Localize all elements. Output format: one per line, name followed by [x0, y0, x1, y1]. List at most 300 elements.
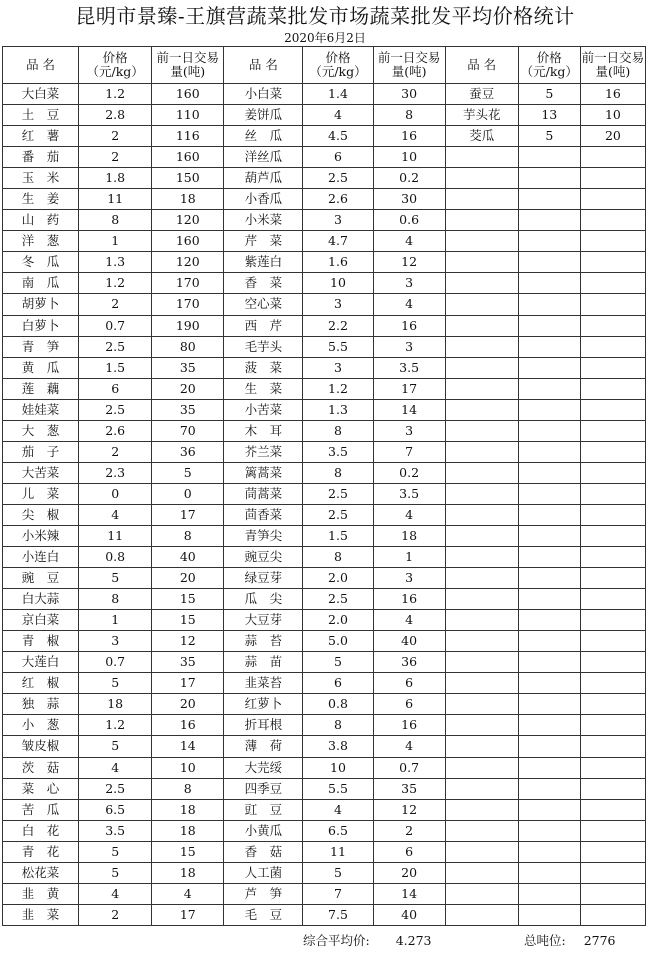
cell-price: 3.5	[303, 441, 373, 462]
cell-name: 大莲白	[3, 652, 79, 673]
cell-name: 儿 菜	[3, 483, 79, 504]
cell-price: 7	[303, 883, 373, 904]
cell-name: 人工菌	[224, 862, 303, 883]
cell-volume	[580, 883, 645, 904]
cell-price: 1.2	[303, 378, 373, 399]
cell-price: 13	[518, 105, 580, 126]
cell-volume: 16	[373, 715, 445, 736]
cell-volume: 20	[580, 126, 645, 147]
cell-volume: 35	[152, 399, 224, 420]
cell-name	[445, 168, 518, 189]
cell-price: 5	[518, 126, 580, 147]
cell-name	[445, 862, 518, 883]
table-row	[3, 210, 646, 231]
cell-name: 空心菜	[224, 294, 303, 315]
cell-volume	[580, 736, 645, 757]
cell-name: 小白菜	[224, 84, 303, 105]
cell-volume: 18	[152, 862, 224, 883]
cell-volume: 10	[373, 147, 445, 168]
cell-name: 韭菜苔	[224, 673, 303, 694]
cell-price: 4	[79, 757, 152, 778]
cell-price: 0.7	[79, 315, 152, 336]
cell-price	[518, 862, 580, 883]
cell-price	[518, 778, 580, 799]
cell-volume: 170	[152, 273, 224, 294]
cell-name	[445, 883, 518, 904]
cell-name	[445, 378, 518, 399]
cell-name	[445, 694, 518, 715]
cell-name: 独 蒜	[3, 694, 79, 715]
cell-volume: 30	[373, 189, 445, 210]
cell-name: 葫芦瓜	[224, 168, 303, 189]
cell-volume: 12	[152, 631, 224, 652]
cell-volume	[580, 694, 645, 715]
cell-volume: 20	[152, 694, 224, 715]
cell-name	[445, 189, 518, 210]
cell-name: 红 椒	[3, 673, 79, 694]
cell-price: 0.8	[79, 547, 152, 568]
cell-name: 蒜 苗	[224, 652, 303, 673]
cell-price: 2.5	[303, 504, 373, 525]
cell-volume	[580, 189, 645, 210]
table-row	[3, 778, 646, 799]
cell-name	[445, 547, 518, 568]
cell-price	[518, 715, 580, 736]
cell-price: 4	[303, 105, 373, 126]
cell-price: 2.6	[303, 189, 373, 210]
cell-volume: 6	[373, 841, 445, 862]
cell-price	[518, 820, 580, 841]
cell-volume: 160	[152, 231, 224, 252]
cell-volume: 120	[152, 252, 224, 273]
cell-price: 10	[303, 757, 373, 778]
cell-name: 黄 瓜	[3, 357, 79, 378]
cell-name: 红 薯	[3, 126, 79, 147]
cell-price	[518, 631, 580, 652]
cell-price	[518, 568, 580, 589]
cell-volume: 17	[152, 673, 224, 694]
cell-name: 木 耳	[224, 420, 303, 441]
cell-volume	[580, 210, 645, 231]
cell-name: 瓜 尖	[224, 589, 303, 610]
cell-price: 11	[303, 841, 373, 862]
cell-price: 5	[79, 568, 152, 589]
cell-name	[445, 357, 518, 378]
cell-name: 大苦菜	[3, 462, 79, 483]
cell-volume: 8	[152, 525, 224, 546]
table-row	[3, 483, 646, 504]
table-row	[3, 147, 646, 168]
cell-volume: 110	[152, 105, 224, 126]
cell-name: 毛 豆	[224, 904, 303, 925]
cell-volume: 17	[152, 904, 224, 925]
cell-name: 大芫绥	[224, 757, 303, 778]
cell-name: 娃娃菜	[3, 399, 79, 420]
cell-volume: 80	[152, 336, 224, 357]
cell-name: 小米辣	[3, 525, 79, 546]
cell-price: 18	[79, 694, 152, 715]
total-tonnage	[524, 933, 616, 949]
cell-name: 皱皮椒	[3, 736, 79, 757]
cell-name	[445, 504, 518, 525]
cell-volume: 0.6	[373, 210, 445, 231]
table-row	[3, 378, 646, 399]
cell-price: 2	[79, 294, 152, 315]
cell-volume: 0.2	[373, 168, 445, 189]
cell-name	[445, 610, 518, 631]
cell-name: 红萝卜	[224, 694, 303, 715]
table-body	[3, 84, 646, 926]
cell-volume	[580, 631, 645, 652]
cell-volume	[580, 652, 645, 673]
cell-name	[445, 483, 518, 504]
cell-price: 2.5	[79, 778, 152, 799]
table-row	[3, 631, 646, 652]
cell-price	[518, 210, 580, 231]
cell-volume: 160	[152, 84, 224, 105]
cell-name: 菜 心	[3, 778, 79, 799]
cell-name: 茴香菜	[224, 504, 303, 525]
cell-volume: 160	[152, 147, 224, 168]
table-row	[3, 504, 646, 525]
table-row	[3, 673, 646, 694]
cell-price: 5	[79, 841, 152, 862]
cell-name: 小米菜	[224, 210, 303, 231]
cell-volume: 7	[373, 441, 445, 462]
cell-volume	[580, 441, 645, 462]
cell-volume	[580, 168, 645, 189]
cell-volume: 17	[373, 378, 445, 399]
cell-volume: 15	[152, 610, 224, 631]
cell-price: 2.0	[303, 568, 373, 589]
table-row	[3, 547, 646, 568]
cell-volume	[580, 589, 645, 610]
cell-volume: 18	[152, 799, 224, 820]
cell-name	[445, 462, 518, 483]
cell-volume	[580, 294, 645, 315]
header-name-1: 品 名	[3, 47, 79, 84]
cell-name: 蒜 苔	[224, 631, 303, 652]
header-volume-3: 前一日交易量(吨)	[580, 47, 645, 84]
cell-price: 6.5	[79, 799, 152, 820]
cell-volume: 120	[152, 210, 224, 231]
cell-price: 2.0	[303, 610, 373, 631]
cell-volume: 20	[152, 378, 224, 399]
cell-name: 折耳根	[224, 715, 303, 736]
cell-volume: 15	[152, 841, 224, 862]
cell-name: 香 菇	[224, 841, 303, 862]
cell-volume: 16	[580, 84, 645, 105]
cell-price: 11	[79, 525, 152, 546]
cell-price	[518, 168, 580, 189]
cell-volume	[580, 841, 645, 862]
cell-price: 3.8	[303, 736, 373, 757]
table-row	[3, 126, 646, 147]
cell-name: 篱蒿菜	[224, 462, 303, 483]
cell-price	[518, 736, 580, 757]
cell-price: 8	[79, 210, 152, 231]
cell-volume: 5	[152, 462, 224, 483]
cell-name: 小 葱	[3, 715, 79, 736]
cell-volume: 40	[152, 547, 224, 568]
table-row	[3, 399, 646, 420]
cell-volume	[580, 231, 645, 252]
cell-volume	[580, 483, 645, 504]
cell-price: 5	[79, 736, 152, 757]
cell-volume: 16	[373, 126, 445, 147]
cell-price: 0.8	[303, 694, 373, 715]
cell-price	[518, 378, 580, 399]
table-row	[3, 420, 646, 441]
cell-volume: 190	[152, 315, 224, 336]
cell-name: 茼蒿菜	[224, 483, 303, 504]
cell-name: 大 葱	[3, 420, 79, 441]
cell-volume	[580, 778, 645, 799]
cell-volume	[580, 462, 645, 483]
cell-volume: 20	[373, 862, 445, 883]
cell-volume	[580, 547, 645, 568]
cell-name	[445, 420, 518, 441]
cell-price: 5.0	[303, 631, 373, 652]
table-row	[3, 189, 646, 210]
cell-volume: 35	[152, 357, 224, 378]
cell-price: 1.2	[79, 715, 152, 736]
table-row	[3, 841, 646, 862]
cell-price: 6	[303, 673, 373, 694]
cell-name: 毛芋头	[224, 336, 303, 357]
cell-volume: 20	[152, 568, 224, 589]
cell-price: 5	[303, 652, 373, 673]
cell-name	[445, 757, 518, 778]
average-price-label: 综合平均价:	[303, 933, 370, 948]
cell-volume: 18	[373, 525, 445, 546]
header-name-2: 品 名	[224, 47, 303, 84]
cell-volume: 3	[373, 568, 445, 589]
cell-volume: 3	[373, 336, 445, 357]
cell-volume: 14	[373, 399, 445, 420]
cell-price: 5	[79, 673, 152, 694]
cell-volume: 15	[152, 589, 224, 610]
cell-name	[445, 273, 518, 294]
table-row	[3, 441, 646, 462]
cell-price	[518, 357, 580, 378]
table-row	[3, 357, 646, 378]
cell-name	[445, 589, 518, 610]
cell-price	[518, 336, 580, 357]
cell-name: 白大蒜	[3, 589, 79, 610]
cell-volume: 3.5	[373, 357, 445, 378]
cell-price: 1.5	[79, 357, 152, 378]
cell-volume: 1	[373, 547, 445, 568]
cell-volume: 40	[373, 631, 445, 652]
total-tonnage-label: 总吨位:	[524, 933, 566, 948]
cell-price	[518, 504, 580, 525]
cell-volume: 36	[152, 441, 224, 462]
cell-price: 1.3	[303, 399, 373, 420]
cell-price	[518, 441, 580, 462]
table-row	[3, 736, 646, 757]
cell-volume: 16	[152, 715, 224, 736]
cell-price: 5	[518, 84, 580, 105]
cell-price	[518, 841, 580, 862]
cell-volume: 40	[373, 904, 445, 925]
cell-price: 6	[79, 378, 152, 399]
cell-price: 2.3	[79, 462, 152, 483]
cell-price: 4.7	[303, 231, 373, 252]
cell-name: 茨 菇	[3, 757, 79, 778]
cell-volume	[580, 336, 645, 357]
cell-volume	[580, 315, 645, 336]
cell-price	[518, 483, 580, 504]
cell-volume: 0.2	[373, 462, 445, 483]
cell-volume	[580, 357, 645, 378]
cell-name: 洋丝瓜	[224, 147, 303, 168]
cell-volume	[580, 757, 645, 778]
cell-name: 薄 荷	[224, 736, 303, 757]
cell-volume: 4	[373, 610, 445, 631]
cell-price	[518, 904, 580, 925]
cell-name: 青 花	[3, 841, 79, 862]
cell-price	[518, 462, 580, 483]
cell-name: 小连白	[3, 547, 79, 568]
cell-name: 大白菜	[3, 84, 79, 105]
cell-name	[445, 441, 518, 462]
cell-price: 4	[303, 799, 373, 820]
cell-name: 芹 菜	[224, 231, 303, 252]
cell-name	[445, 715, 518, 736]
table-row	[3, 862, 646, 883]
cell-name: 绿豆芽	[224, 568, 303, 589]
table-row	[3, 84, 646, 105]
cell-volume	[580, 799, 645, 820]
price-table	[2, 46, 646, 926]
table-row	[3, 336, 646, 357]
cell-volume: 30	[373, 84, 445, 105]
table-row	[3, 757, 646, 778]
cell-volume: 0	[152, 483, 224, 504]
cell-name: 玉 米	[3, 168, 79, 189]
cell-price: 1.3	[79, 252, 152, 273]
cell-volume: 4	[373, 736, 445, 757]
cell-name: 芋头花	[445, 105, 518, 126]
header-price-1: 价格（元/kg）	[79, 47, 152, 84]
cell-price	[518, 589, 580, 610]
cell-name	[445, 736, 518, 757]
cell-volume: 10	[152, 757, 224, 778]
cell-price: 1.2	[79, 84, 152, 105]
cell-volume	[580, 568, 645, 589]
table-row	[3, 715, 646, 736]
cell-price	[518, 547, 580, 568]
header-name-3: 品 名	[445, 47, 518, 84]
table-row	[3, 610, 646, 631]
cell-volume: 10	[580, 105, 645, 126]
cell-price	[518, 799, 580, 820]
cell-volume: 3	[373, 273, 445, 294]
cell-price: 6.5	[303, 820, 373, 841]
cell-price: 8	[303, 420, 373, 441]
cell-name	[445, 147, 518, 168]
cell-volume	[580, 904, 645, 925]
cell-price: 2.5	[303, 483, 373, 504]
cell-price: 0.7	[79, 652, 152, 673]
cell-price	[518, 294, 580, 315]
cell-volume: 3.5	[373, 483, 445, 504]
cell-price	[518, 147, 580, 168]
cell-price: 1.2	[79, 273, 152, 294]
cell-price: 3.5	[79, 820, 152, 841]
cell-price: 8	[303, 547, 373, 568]
table-row	[3, 315, 646, 336]
cell-price: 1.5	[303, 525, 373, 546]
table-row	[3, 462, 646, 483]
cell-price	[518, 399, 580, 420]
cell-volume	[580, 378, 645, 399]
cell-price: 5	[303, 862, 373, 883]
cell-price: 4	[79, 883, 152, 904]
cell-price: 2.8	[79, 105, 152, 126]
cell-volume: 14	[152, 736, 224, 757]
cell-name: 姜饼瓜	[224, 105, 303, 126]
cell-price: 10	[303, 273, 373, 294]
cell-name: 小香瓜	[224, 189, 303, 210]
cell-volume: 4	[373, 294, 445, 315]
cell-name: 京白菜	[3, 610, 79, 631]
cell-name	[445, 399, 518, 420]
cell-volume	[580, 273, 645, 294]
cell-name: 山 药	[3, 210, 79, 231]
cell-volume: 2	[373, 820, 445, 841]
table-row	[3, 883, 646, 904]
cell-volume	[580, 147, 645, 168]
cell-price: 2	[79, 126, 152, 147]
cell-volume	[580, 525, 645, 546]
cell-name: 香 菜	[224, 273, 303, 294]
cell-volume: 16	[373, 315, 445, 336]
table-row	[3, 105, 646, 126]
cell-price: 0	[79, 483, 152, 504]
cell-price: 6	[303, 147, 373, 168]
cell-name: 豌豆尖	[224, 547, 303, 568]
cell-price: 5.5	[303, 336, 373, 357]
table-row	[3, 820, 646, 841]
table-row	[3, 168, 646, 189]
cell-volume: 12	[373, 799, 445, 820]
cell-name: 生 菜	[224, 378, 303, 399]
cell-volume: 8	[373, 105, 445, 126]
cell-volume: 4	[152, 883, 224, 904]
cell-volume	[580, 673, 645, 694]
cell-price: 8	[79, 589, 152, 610]
cell-price: 2.6	[79, 420, 152, 441]
cell-name: 芥兰菜	[224, 441, 303, 462]
cell-name: 茭瓜	[445, 126, 518, 147]
cell-volume: 70	[152, 420, 224, 441]
cell-price: 1.4	[303, 84, 373, 105]
cell-name	[445, 210, 518, 231]
cell-volume: 170	[152, 294, 224, 315]
cell-volume	[580, 420, 645, 441]
cell-volume: 35	[373, 778, 445, 799]
cell-name	[445, 231, 518, 252]
cell-name: 大豆芽	[224, 610, 303, 631]
cell-price: 5	[79, 862, 152, 883]
cell-price: 3	[303, 294, 373, 315]
cell-price: 1	[79, 231, 152, 252]
cell-name	[445, 778, 518, 799]
cell-volume	[580, 504, 645, 525]
cell-price	[518, 252, 580, 273]
